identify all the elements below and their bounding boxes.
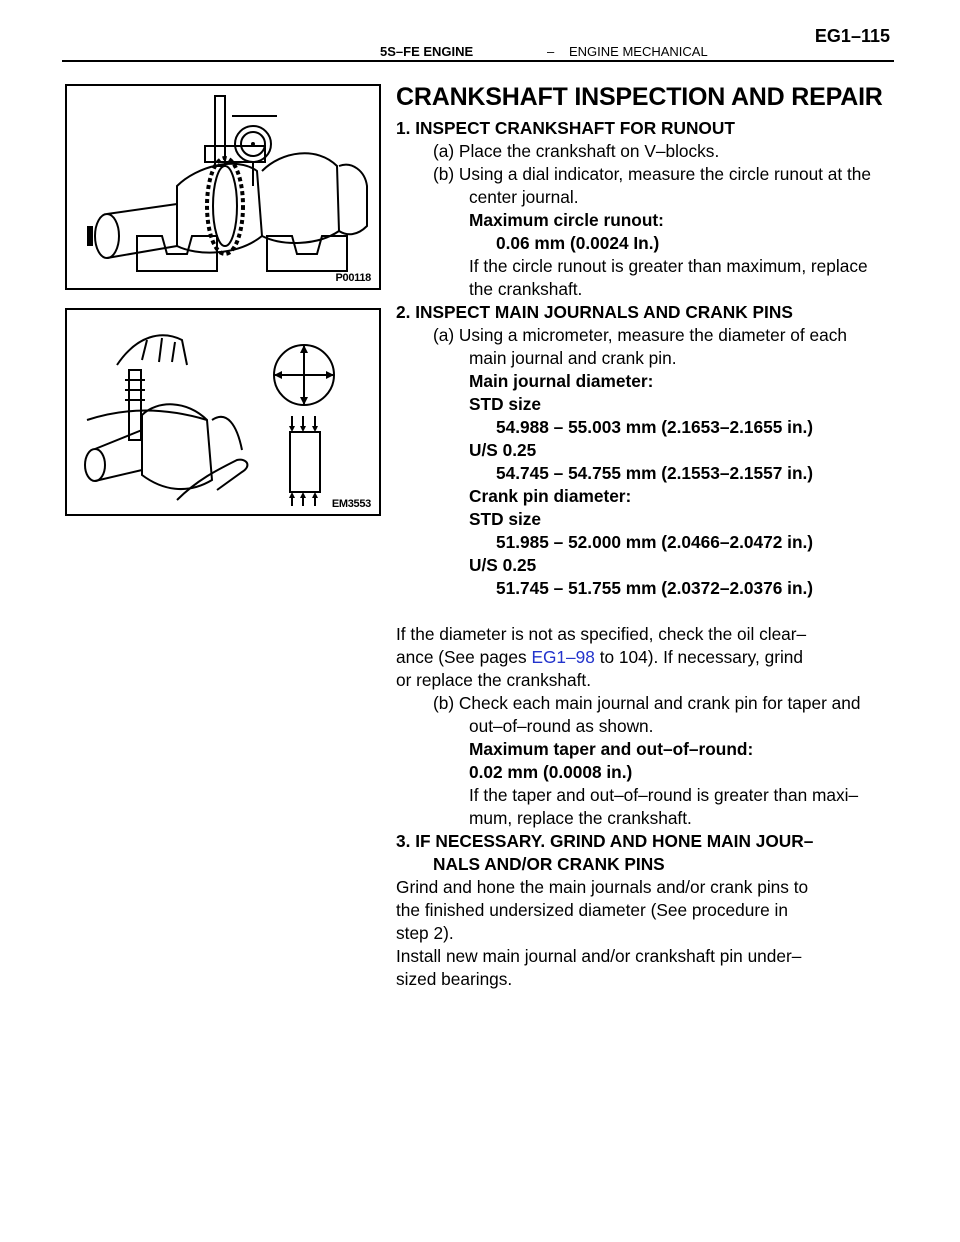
figure-runout — [65, 84, 381, 290]
header-separator: – — [547, 44, 555, 59]
step3-heading-cont: NALS AND/OR CRANK PINS — [433, 854, 665, 874]
step3-line5: sized bearings. — [396, 969, 513, 989]
step1-a: (a) Place the crankshaft on V–blocks. — [433, 141, 720, 161]
main-journal-label: Main journal diameter: — [469, 371, 654, 391]
step1-heading: 1. INSPECT CRANKSHAFT FOR RUNOUT — [396, 118, 735, 138]
taper-note-cont: mum, replace the crankshaft. — [469, 808, 692, 828]
step2-b: (b) Check each main journal and crank pin for taper and — [433, 693, 861, 713]
step1-spec-value: 0.06 mm (0.0024 In.) — [496, 233, 660, 253]
step3-heading: 3. IF NECESSARY. GRIND AND HONE MAIN JOUR– — [396, 831, 814, 851]
taper-note: If the taper and out–of–round is greater than maxi– — [469, 785, 859, 805]
figure-code: EM3553 — [331, 498, 371, 510]
step1-b: (b) Using a dial indicator, measure the circle runout at the — [433, 164, 872, 184]
figure-micrometer — [65, 308, 381, 516]
pin-std-label: STD size — [469, 509, 542, 529]
step2-paragraph-line2: ance (See pages EG1–98 to 104). If necessary, grind — [396, 647, 804, 667]
header-subsection: ENGINE MECHANICAL — [569, 44, 708, 59]
page-reference-link[interactable]: EG1–98 — [531, 647, 595, 667]
step1-spec-label: Maximum circle runout: — [469, 210, 664, 230]
step1-note: If the circle runout is greater than maximum, replace — [469, 256, 868, 276]
main-std-value: 54.988 – 55.003 mm (2.1653–2.1655 in.) — [496, 417, 814, 437]
step2-a: (a) Using a micrometer, measure the diameter of each — [433, 325, 847, 345]
taper-label: Maximum taper and out–of–round: — [469, 739, 754, 759]
step3-line2: the finished undersized diameter (See procedure in — [396, 900, 788, 920]
header-section: 5S–FE ENGINE — [380, 44, 474, 59]
main-us-value: 54.745 – 54.755 mm (2.1553–2.1557 in.) — [496, 463, 814, 483]
page-title: CRANKSHAFT INSPECTION AND REPAIR — [396, 83, 883, 111]
step3-line1: Grind and hone the main journals and/or crank pins to — [396, 877, 809, 897]
step3-line4: Install new main journal and/or crankshaft pin under– — [396, 946, 802, 966]
micrometer-illustration — [67, 310, 379, 514]
step2-paragraph-line1: If the diameter is not as specified, check the oil clear– — [396, 624, 807, 644]
crankshaft-runout-illustration — [67, 86, 379, 288]
step2-a-cont: main journal and crank pin. — [469, 348, 677, 368]
pin-us-label: U/S 0.25 — [469, 555, 537, 575]
page-number: EG1–115 — [814, 26, 890, 46]
crank-pin-label: Crank pin diameter: — [469, 486, 632, 506]
step2-b-cont: out–of–round as shown. — [469, 716, 654, 736]
step3-line3: step 2). — [396, 923, 454, 943]
page-header — [62, 20, 894, 62]
pin-us-value: 51.745 – 51.755 mm (2.0372–2.0376 in.) — [496, 578, 814, 598]
step1-b-cont: center journal. — [469, 187, 579, 207]
spacer — [396, 600, 916, 623]
figure-code: P00118 — [335, 272, 371, 284]
step1-note-cont: the crankshaft. — [469, 279, 583, 299]
pin-std-value: 51.985 – 52.000 mm (2.0466–2.0472 in.) — [496, 532, 814, 552]
taper-value: 0.02 mm (0.0008 in.) — [469, 762, 633, 782]
page-body — [396, 78, 916, 991]
step2-heading: 2. INSPECT MAIN JOURNALS AND CRANK PINS — [396, 302, 793, 322]
main-us-label: U/S 0.25 — [469, 440, 537, 460]
step2-paragraph-line3: or replace the crankshaft. — [396, 670, 591, 690]
main-std-label: STD size — [469, 394, 542, 414]
